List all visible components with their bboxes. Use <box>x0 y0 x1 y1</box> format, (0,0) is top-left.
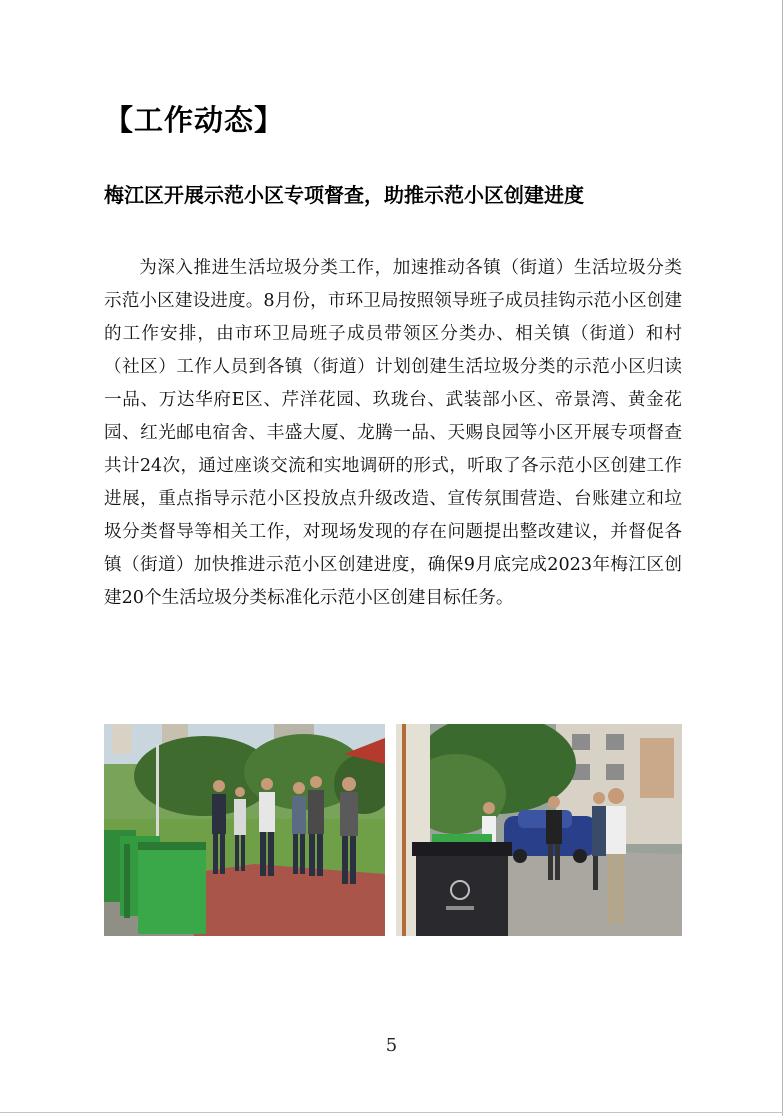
photo-black-bin-courtyard <box>396 724 682 936</box>
section-tag: 【工作动态】 <box>104 103 285 137</box>
photo-left <box>104 724 385 936</box>
article-headline: 梅江区开展示范小区专项督查，助推示范小区创建进度 <box>104 183 584 207</box>
photo-green-bins-inspection <box>104 724 385 936</box>
page-edge-bottom <box>0 1112 783 1113</box>
photo-right <box>396 724 682 936</box>
page-number: 5 <box>385 1035 398 1056</box>
article-body: 为深入推进生活垃圾分类工作，加速推动各镇（街道）生活垃圾分类示范小区建设进度。8月份，市环卫局按照领导班子成员挂钩示范小区创建的工作安排，由市环卫局班子成员带领区分类办、相关镇（街道）和村（社区）工作人员到各镇（街道）计划创建生活垃圾分类的示范小区归读一品、万达华府E区、芹洋花园、玖珑台、武装部小区、帝景湾、黄金花园、红光邮电宿舍、丰盛大厦、龙腾一品、天赐良园等小区开展专项督查共计24次，通过座谈交流和实地调研的形式，听取了各示范小区创建工作进展，重点指导示范小区投放点升级改造、宣传氛围营造、台账建立和垃圾分类督导等相关工作，对现场发现的存在问题提出整改建议，并督促各镇（街道）加快推进示范小区创建进度，确保9月底完成2023年梅江区创建20个生活垃圾分类标准化示范小区创建目标任务。 <box>104 258 682 608</box>
